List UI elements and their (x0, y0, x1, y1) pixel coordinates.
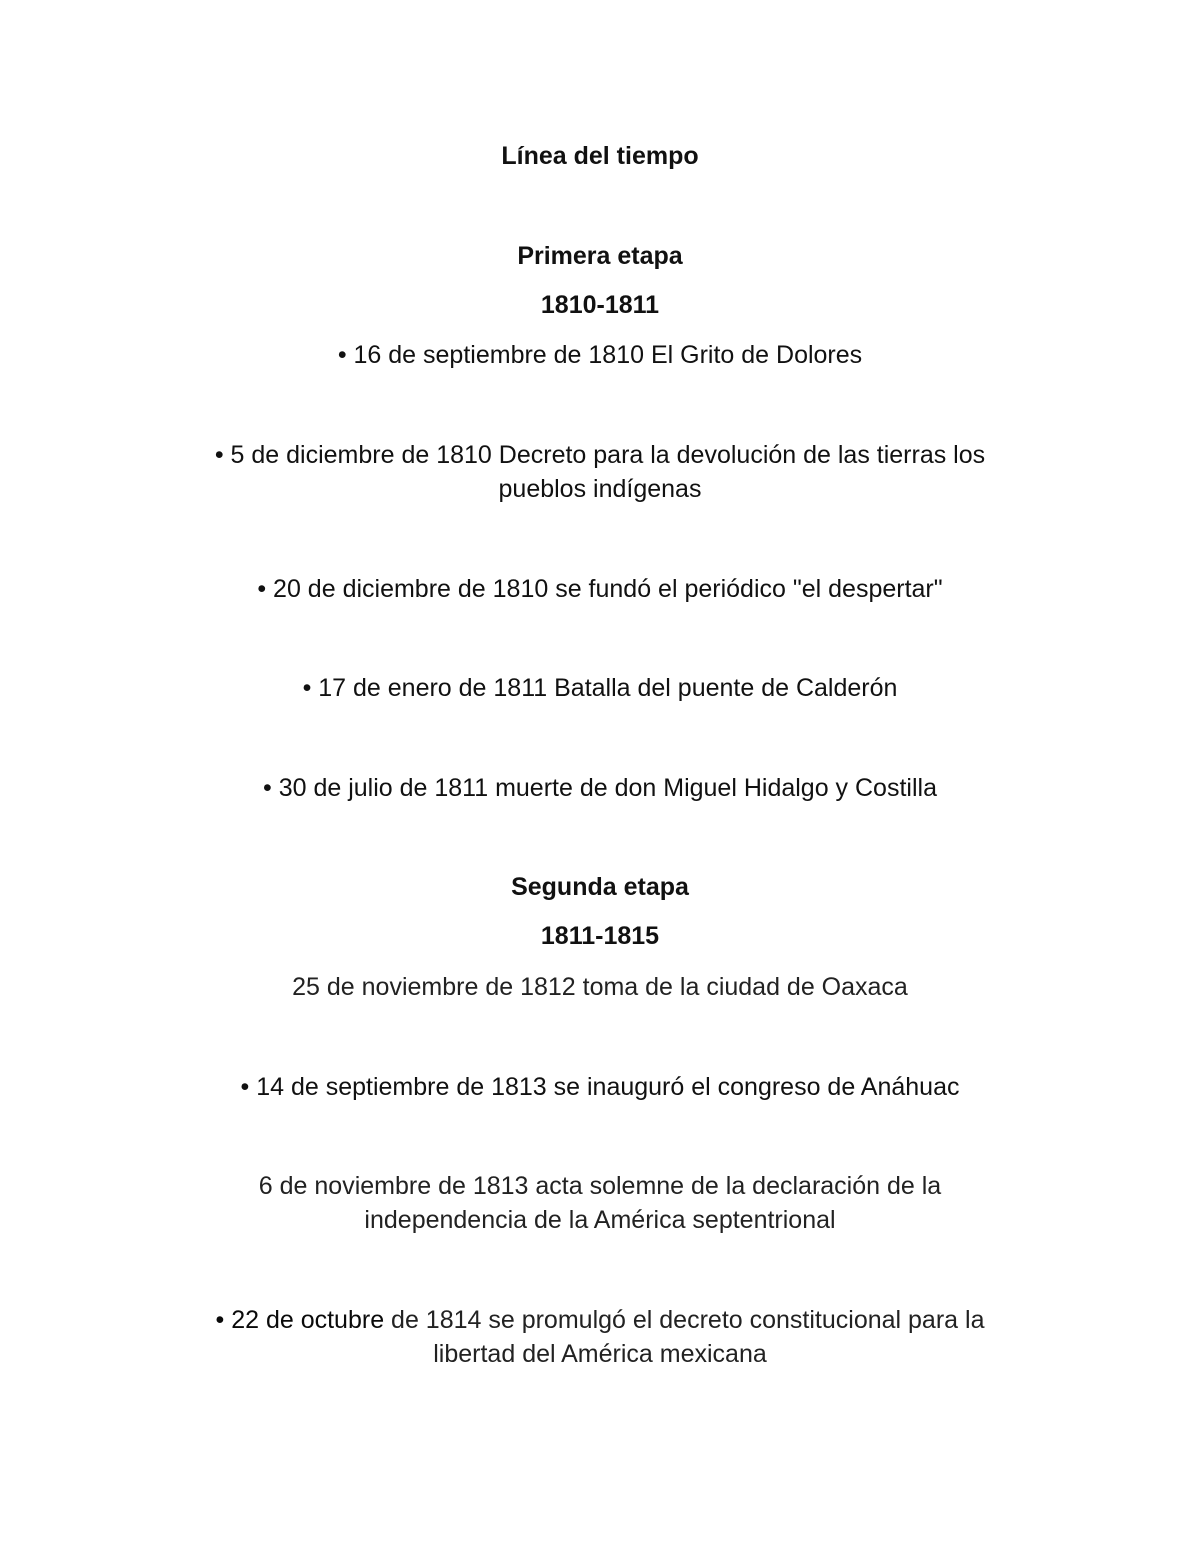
stage2-years: 1811-1815 (540, 922, 660, 950)
timeline-item-date: • 22 de octubre (215, 1306, 385, 1334)
stage1-years: 1810-1811 (540, 291, 660, 319)
timeline-item-continuation: independencia de la América septentrional (364, 1206, 836, 1234)
timeline-item-text: de 1814 se promulgó el decreto constitucional para la (384, 1306, 985, 1334)
timeline-item: • 30 de julio de 1811 muerte de don Miguel Hidalgo y Costilla (263, 774, 937, 802)
timeline-item: • 5 de diciembre de 1810 Decreto para la devolución de las tierras los (214, 441, 986, 469)
timeline-item: • 20 de diciembre de 1810 se fundó el periódico "el despertar" (257, 575, 943, 603)
timeline-item: 25 de noviembre de 1812 toma de la ciudad de Oaxaca (292, 973, 908, 1001)
timeline-item: • 17 de enero de 1811 Batalla del puente de Calderón (302, 674, 898, 702)
timeline-item-continuation: pueblos indígenas (498, 475, 702, 503)
page-title: Línea del tiempo (501, 142, 699, 170)
timeline-item: • 16 de septiembre de 1810 El Grito de Dolores (337, 341, 863, 369)
timeline-item (0, 1303, 1200, 1337)
timeline-item: • 14 de septiembre de 1813 se inauguró el congreso de Anáhuac (240, 1073, 960, 1101)
stage1-heading: Primera etapa (517, 242, 683, 270)
stage2-heading: Segunda etapa (511, 873, 689, 901)
timeline-item-continuation: libertad del América mexicana (433, 1340, 767, 1368)
timeline-item: 6 de noviembre de 1813 acta solemne de la declaración de la (258, 1172, 942, 1200)
